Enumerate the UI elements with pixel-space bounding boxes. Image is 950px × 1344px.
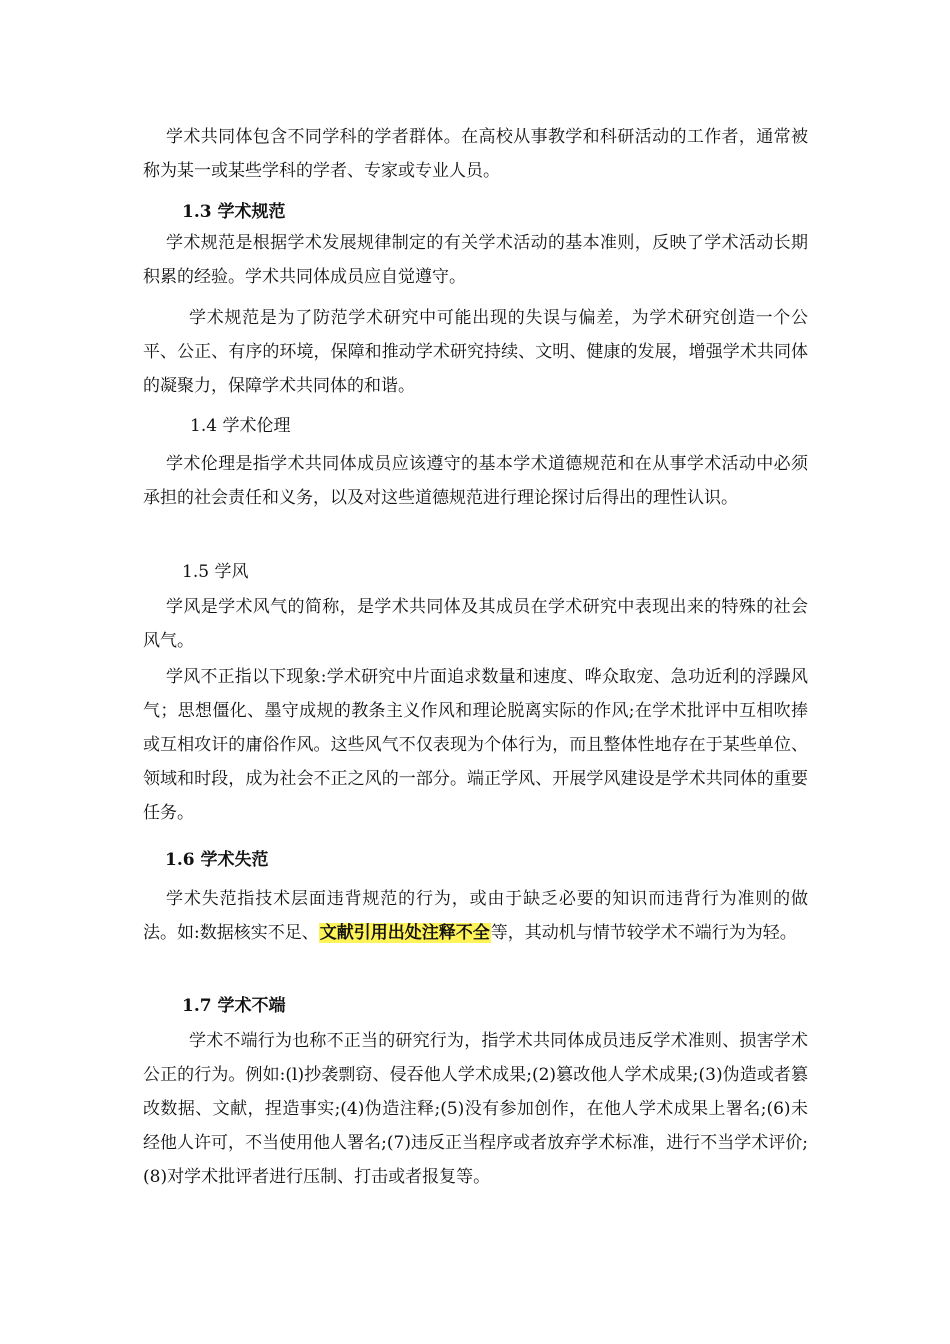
heading-1-7: 1.7 学术不端 [182, 996, 286, 1016]
text-after-highlight: 等，其动机与情节较学术不端行为为轻。 [490, 923, 797, 943]
paragraph-academic-community: 学术共同体包含不同学科的学者群体。在高校从事教学和科研活动的工作者，通常被称为某一或某些学科的学者、专家或专业人员。 [143, 127, 808, 181]
paragraph-academic-misconduct: 学术不端行为也称不正当的研究行为，指学术共同体成员违反学术准则、损害学术公正的行为。例如:(l)抄袭剽窃、侵吞他人学术成果;(2)篡改他人学术成果;(3)伪造或者篡改数据、文献，捏造事实;(4)伪造注释;(5)没有参加创作，在他人学术成果上署名;(6)未经他人许可，不当使用他人署名;(7)违反正当程序或者放弃学术标准，进行不当学术评价;(8)对学术批评者进行压制、打击或者报复等。 [143, 1031, 808, 1187]
heading-1-5: 1.5 学风 [182, 562, 249, 582]
paragraph-academic-ethics: 学术伦理是指学术共同体成员应该遵守的基本学术道德规范和在从事学术活动中必须承担的社会责任和义务，以及对这些道德规范进行理论探讨后得出的理性认识。 [143, 454, 808, 508]
paragraph-academic-style: 学风是学术风气的简称，是学术共同体及其成员在学术研究中表现出来的特殊的社会风气。 [143, 597, 808, 651]
heading-1-3: 1.3 学术规范 [182, 202, 286, 222]
heading-1-4: 1.4 学术伦理 [190, 416, 291, 436]
paragraph-academic-misconduct-minor [143, 882, 808, 950]
heading-1-6: 1.6 学术失范 [165, 850, 269, 870]
highlighted-text: 文献引用出处注释不全 [319, 923, 490, 943]
text-before-highlight: 学术失范指技术层面违背规范的行为，或由于缺乏必要的知识而违背行为准则的做法。如:数据核实不足、 [143, 889, 808, 943]
paragraph-norms-purpose: 学术规范是为了防范学术研究中可能出现的失误与偏差，为学术研究创造一个公平、公正、有序的环境，保障和推动学术研究持续、文明、健康的发展，增强学术共同体的凝聚力，保障学术共同体的和谐。 [143, 308, 808, 396]
paragraph-academic-norms: 学术规范是根据学术发展规律制定的有关学术活动的基本准则，反映了学术活动长期积累的经验。学术共同体成员应自觉遵守。 [143, 233, 808, 287]
paragraph-bad-style: 学风不正指以下现象:学术研究中片面追求数量和速度、哗众取宠、急功近利的浮躁风气；思想僵化、墨守成规的教条主义作风和理论脱离实际的作风;在学术批评中互相吹捧或互相攻讦的庸俗作风。这些风气不仅表现为个体行为，而且整体性地存在于某些单位、领域和时段，成为社会不正之风的一部分。端正学风、开展学风建设是学术共同体的重要任务。 [143, 667, 808, 823]
